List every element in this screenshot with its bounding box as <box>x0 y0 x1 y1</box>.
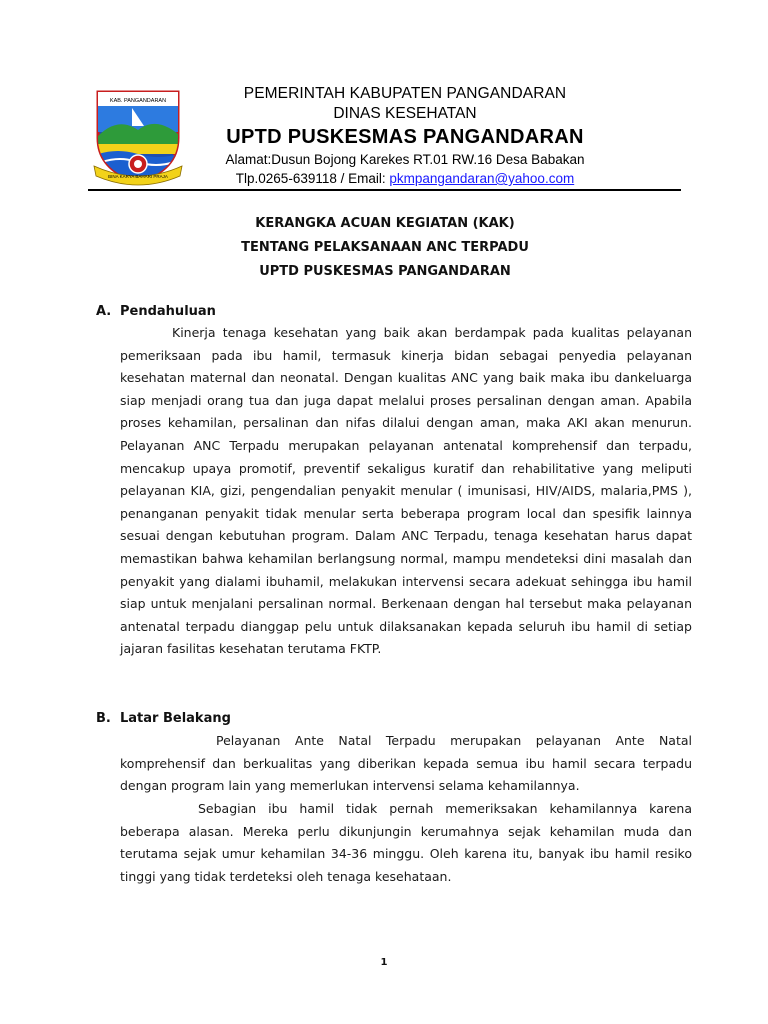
paragraph-latar-belakang-2: Sebagian ibu hamil tidak pernah memeriksakan kehamilannya karena beberapa alasan. Mereka perlu dikunjungin kerumahnya sejak kehamilan muda dan terutama sejak umur kehamilan 34-36 minggu. Oleh karena itu, banyak ibu hamil resiko tinggi yang tidak terdeteksi oleh tenaga kesehataan. <box>120 801 692 884</box>
section-title: Pendahuluan <box>120 304 216 319</box>
title-line-3: UPTD PUSKESMAS PANGANDARAN <box>259 264 511 279</box>
title-line-2: TENTANG PELAKSANAAN ANC TERPADU <box>241 240 529 255</box>
letterhead-government: PEMERINTAH KABUPATEN PANGANDARAN <box>243 85 567 102</box>
letterhead-institution: UPTD PUSKESMAS PANGANDARAN <box>226 126 584 148</box>
letterhead <box>190 84 620 188</box>
section-title: Latar Belakang <box>120 711 231 726</box>
letterhead-department: DINAS KESEHATAN <box>333 105 477 122</box>
section-heading-pendahuluan <box>96 303 216 321</box>
document-title <box>100 212 670 284</box>
paragraph-latar-belakang-1: Pelayanan Ante Natal Terpadu merupakan pelayanan Ante Natal komprehensif dan berkualitas yang diberikan kepada semua ibu hamil secara terpadu dengan program lain yang memerlukan intervensi selama kehamilannya. <box>120 733 692 794</box>
letterhead-divider <box>88 189 681 191</box>
letterhead-contact <box>190 169 620 188</box>
logo-ribbon-text: BINA KARYA BAHARI PRAJA <box>108 174 168 179</box>
email-link[interactable]: pkmpangandaran@yahoo.com <box>389 171 575 186</box>
section-letter: B. <box>96 711 111 726</box>
title-line-1: KERANGKA ACUAN KEGIATAN (KAK) <box>255 216 515 231</box>
page-number: 1 <box>380 957 388 968</box>
section-heading-latar-belakang <box>96 710 231 728</box>
section-letter: A. <box>96 304 112 319</box>
letterhead-address: Alamat:Dusun Bojong Karekes RT.01 RW.16 Desa Babakan <box>225 152 585 167</box>
paragraph-pendahuluan: Kinerja tenaga kesehatan yang baik akan berdampak pada kualitas pelayanan pemeriksaan pada ibu hamil, termasuk kinerja bidan sebagai penyedia pelayanan kesehatan maternal dan neonatal. Dengan kualitas ANC yang baik maka ibu dankeluarga siap menjadi orang tua dan juga dapat melalui proses persalinan dengan aman. Apabila proses kehamilan, persalinan dan nifas dilalui dengan aman, maka AKI akan menurun. Pelayanan ANC Terpadu merupakan pelayanan antenatal komprehensif dan terpadu, mencakup upaya promotif, preventif sekaligus kuratif dan rehabilitative yang meliputi pelayanan KIA, gizi, pengendalian penyakit menular ( imunisasi, HIV/AIDS, malaria,PMS ), penanganan penyakit tidak menular serta beberapa program local dan spesifik lainnya sesuai dengan kebutuhan program. Dalam ANC Terpadu, tenaga kesehatan harus dapat memastikan bahwa kehamilan berlangsung normal, mampu mendeteksi dini masalah dan penyakit yang dialami ibuhamil, melakukan intervensi secara adekuat sehingga ibu hamil siap untuk menjalani persalinan normal. Berkenaan dengan hal tersebut maka pelayanan antenatal terpadu dianggap pelu untuk dilaksanakan kepada seluruh ibu hamil di setiap jajaran fasilitas kesehatan terutama FKTP. <box>120 325 692 657</box>
letterhead-phone: Tlp.0265-639118 / Email: <box>235 171 390 186</box>
logo-top-text: KAB. PANGANDARAN <box>109 98 167 104</box>
pangandaran-regency-emblem-icon <box>92 86 184 186</box>
